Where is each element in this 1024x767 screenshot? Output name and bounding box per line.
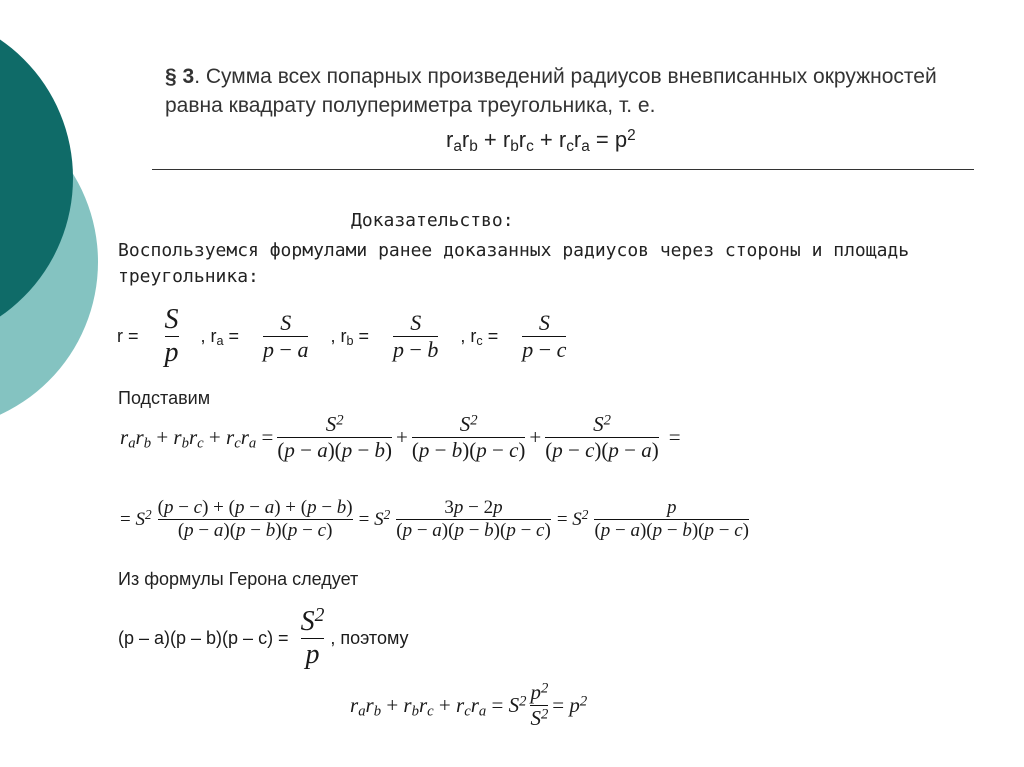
frac-heron: $\frac{S^2}{p}$ — [300, 605, 325, 670]
main-identity: $r_ar_b + r_br_c + r_cr_a = p^2$ — [446, 127, 636, 155]
section-number: § 3 — [165, 65, 195, 88]
theorem-text: . Сумма всех попарных произведений радиусов вневписанных окружностей равна квадрату полупериметра треугольника, т. е. — [165, 65, 937, 117]
theorem-statement — [165, 62, 985, 120]
therefore-text: , поэтому — [330, 628, 409, 648]
final-result: $r_ar_b + r_br_c + r_cr_a = S^2$ $\frac{p^2}{S^2}$ = $p^2$ — [350, 680, 588, 730]
substitution-line-2: = $S^2$ $\frac{(p - c) + (p - a) + (p - b)}{(p - a)(p - b)(p - c)}$ = $S^2$ $\frac{3p - 2p}{(p - a)(p - b)(p - c)}$ = $S^2$ $\frac{p}{(p - a)(p - b)(p - c)}$ — [120, 497, 749, 541]
proof-heading: Доказательство: — [351, 210, 514, 231]
substitution-line-1: $r_ar_b + r_br_c + r_cr_a$ = $\frac{S^2}{(p - a)(p - b)}$ + $\frac{S^2}{(p - b)(p - c)}$ + $\frac{S^2}{(p - c)(p - a)}$ = — [120, 412, 681, 462]
proof-intro: Воспользуемся формулами ранее доказанных радиусов через стороны и площадь треугольника: — [118, 240, 910, 287]
frac-ra: $\frac{S}{p - a}$ — [263, 310, 309, 362]
heron-label: Из формулы Герона следует — [118, 569, 359, 589]
frac-r: $\frac{S}{p}$ — [164, 304, 179, 368]
substitute-label: Подставим — [118, 388, 211, 408]
title-divider — [152, 169, 974, 170]
frac-rc: $\frac{S}{p - c}$ — [522, 310, 567, 362]
frac-rb: $\frac{S}{p - b}$ — [393, 310, 439, 362]
heron-formula — [118, 606, 409, 671]
heron-lhs: (p – a)(p – b)(p – c) = — [118, 628, 289, 648]
radius-formulas: r = $\frac{S}{p}$ , $r_a$ = $\frac{S}{p - a}$ , $r_b$ = $\frac{S}{p - b}$ , $r_c$ = $\frac{S}{p - c}$ — [117, 304, 567, 368]
